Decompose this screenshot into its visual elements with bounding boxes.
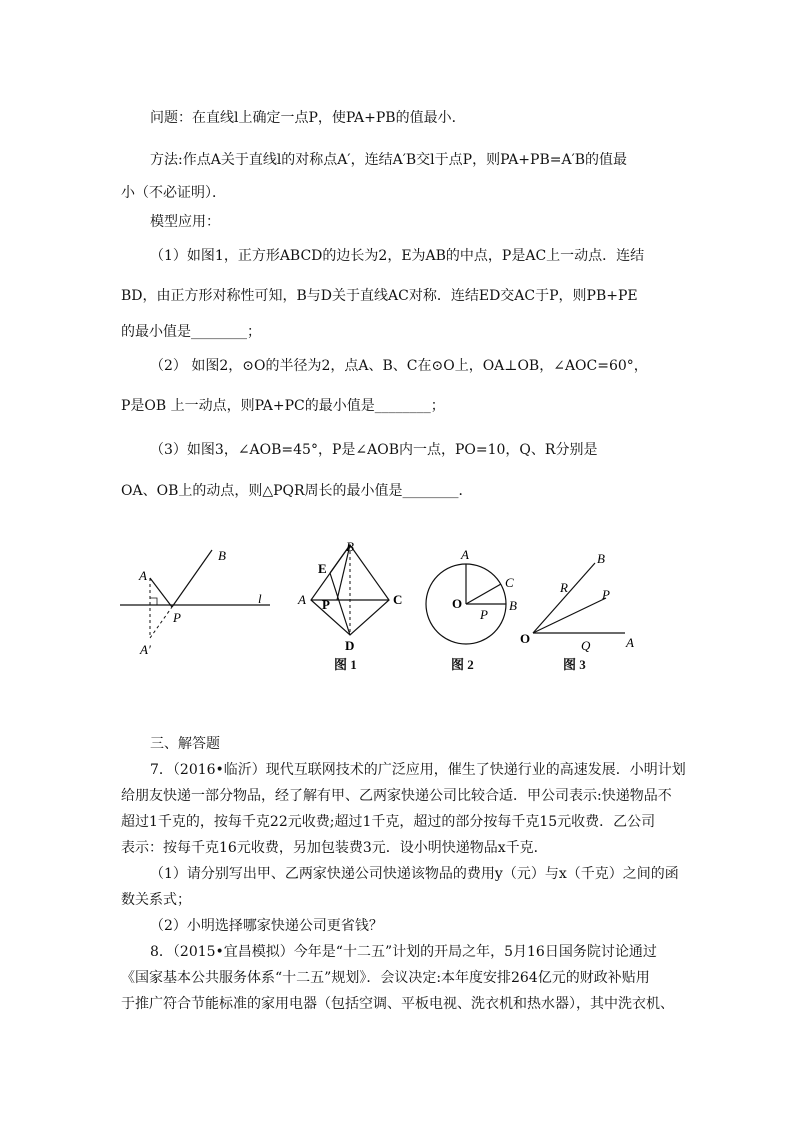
q3-line-2: OA、OB上的动点，则△PQR周长的最小值是________． [121, 483, 473, 499]
figure-2-circle [426, 547, 517, 644]
q1-line-2: BD，由正方形对称性可知，B与D关于直线AC对称．连结ED交AC于P，则PB+PE [121, 288, 638, 304]
fig2-label-o: O [452, 596, 463, 611]
q8-line-3: 于推广符合节能标准的家用电器（包括空调、平板电视、洗衣机和热水器），其中洗衣机、 [121, 996, 674, 1012]
q7-line-2: 给朋友快递一部分物品，经了解有甲、乙两家快递公司比较合适．甲公司表示:快递物品不 [121, 788, 672, 804]
fig2-label-c: C [505, 575, 514, 590]
q7-line-4: 表示：按每千克16元收费，另加包装费3元．设小明快递物品x千克． [121, 840, 548, 856]
q7-line-3: 超过1千克的，按每千克22元收费;超过1千克，超过的部分按每千克15元收费．乙公司 [121, 814, 656, 830]
q8-line-1: 8．（2015•宜昌模拟）今年是“十二五”计划的开局之年，5月16日国务院讨论通过 [150, 944, 657, 960]
fig2-label-p: P [480, 607, 488, 622]
section-3-title: 三、解答题 [150, 736, 220, 752]
q7-sub1-line-1: （1）请分别写出甲、乙两家快递公司快递该物品的费用y（元）与x（千克）之间的函 [150, 866, 679, 882]
q1-line-1: （1）如图1，正方形ABCD的边长为2，E为AB的中点，P是AC上一动点．连结 [150, 248, 645, 264]
fig1-label-a: A [298, 592, 306, 607]
figure-3-angle [520, 551, 634, 653]
fig2-label-b: B [509, 598, 517, 613]
q7-line-1: 7．（2016•临沂）现代互联网技术的广泛应用，催生了快递行业的高速发展．小明计划 [150, 762, 686, 778]
fig0-label-b: B [218, 548, 226, 563]
fig2-label-a: A [461, 547, 469, 562]
fig3-label-o: O [520, 631, 531, 646]
q1-line-3: 的最小值是________； [121, 324, 261, 340]
fig1-label-p: P [322, 597, 330, 612]
fig3-label-a: A [626, 635, 634, 650]
fig3-label-p: P [602, 587, 610, 602]
q3-line-1: （3）如图3，∠AOB=45°，P是∠AOB内一点，PO=10，Q、R分别是 [150, 442, 598, 458]
fig0-label-a-prime: A′ [140, 642, 151, 657]
fig3-label-r: R [560, 580, 568, 595]
fig0-label-p: P [173, 610, 181, 625]
figure-reflection [120, 548, 270, 657]
fig1-label-e: E [318, 561, 327, 576]
figure-1-caption: 图 1 [334, 657, 357, 672]
fig0-label-l: l [258, 591, 262, 606]
figure-2-caption: 图 2 [451, 657, 474, 672]
fig1-label-c: C [393, 592, 403, 607]
q7-sub1-line-2: 数关系式； [121, 892, 191, 908]
fig1-label-d: D [345, 638, 355, 653]
fig3-label-q: Q [581, 638, 591, 653]
fig1-label-b: B [346, 539, 354, 554]
figures-svg [0, 530, 794, 710]
model-application-title: 模型应用： [150, 214, 220, 230]
figure-1-square [297, 539, 402, 653]
q2-line-2: P是OB 上一动点，则PA+PC的最小值是________； [121, 398, 445, 414]
q8-line-2: 《国家基本公共服务体系“十二五”规划》．会议决定:本年度安排264亿元的财政补贴用 [121, 970, 650, 986]
fig0-label-a: A [139, 568, 147, 583]
problem-statement: 问题：在直线l上确定一点P，使PA+PB的值最小． [150, 110, 466, 126]
q2-line-1: （2） 如图2，⊙O的半径为2，点A、B、C在⊙O上，OA⊥OB，∠AOC=60°， [150, 358, 648, 374]
method-line-2: 小（不必证明）． [121, 185, 226, 201]
q7-sub2: （2）小明选择哪家快递公司更省钱？ [150, 918, 383, 934]
fig3-label-b: B [597, 551, 605, 566]
method-line-1: 方法:作点A关于直线l的对称点A′，连结A′B交l于点P，则PA+PB=A′B的值最 [150, 152, 628, 168]
figure-3-caption: 图 3 [563, 657, 586, 672]
